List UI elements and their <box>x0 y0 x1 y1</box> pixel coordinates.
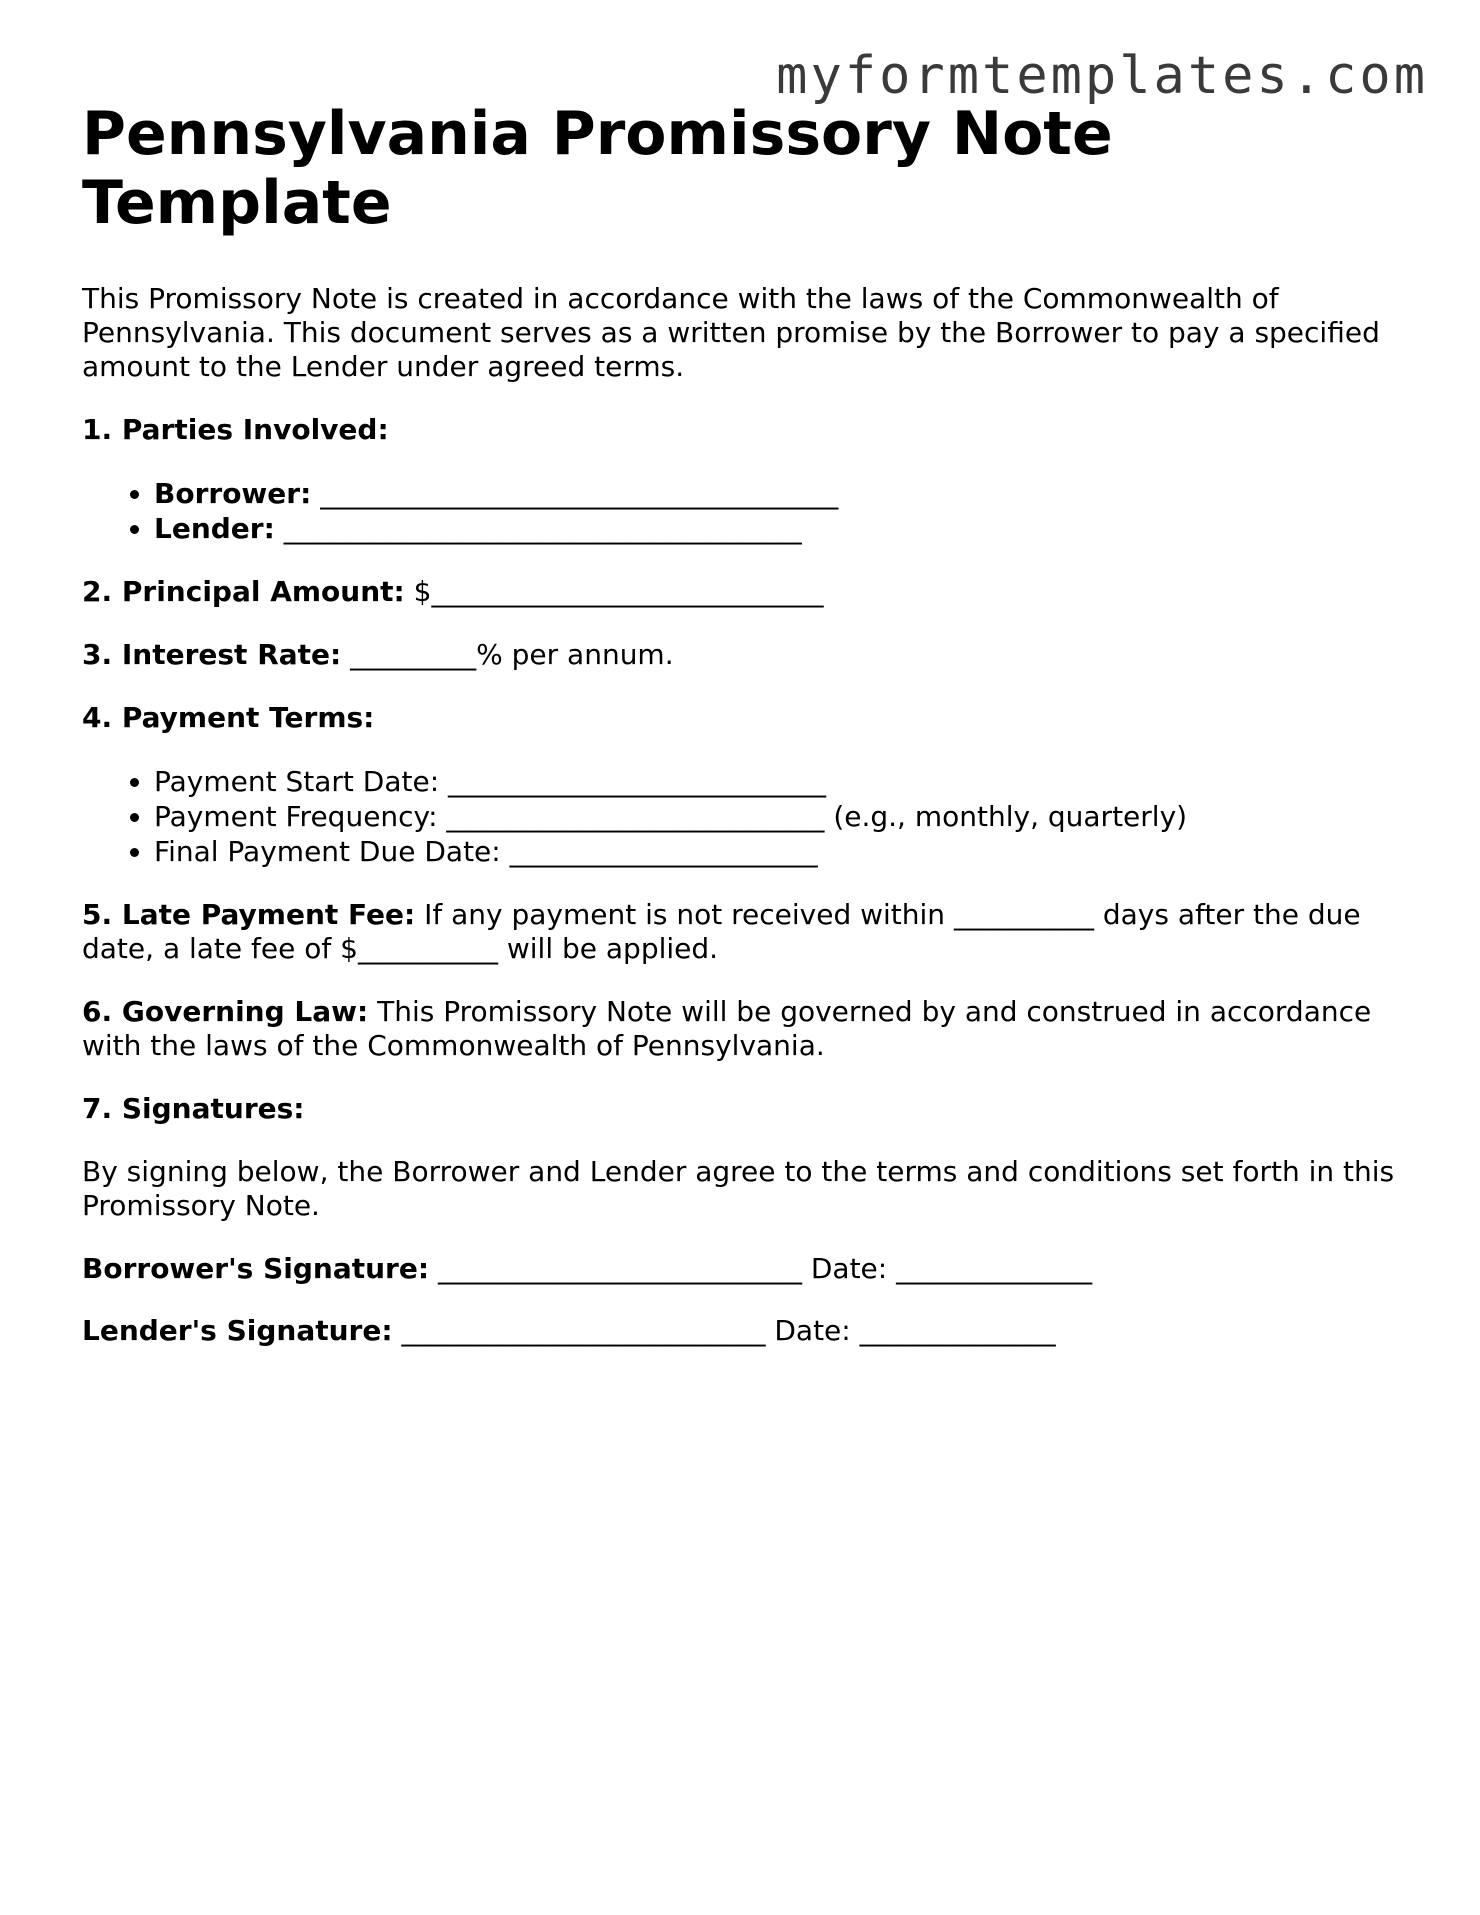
late-fee-heading: 5. Late Payment Fee: <box>82 898 416 931</box>
watermark: myformtemplates.com <box>776 46 1428 106</box>
borrower-blank: _____________________________________ <box>311 477 839 510</box>
principal-heading: 2. Principal Amount: <box>82 575 405 608</box>
lender-field <box>154 511 1412 546</box>
late-fee-text: If any payment is not received within __________ days after the due date, a late fee of $__________ will be applied. <box>82 898 1361 965</box>
borrower-field <box>154 476 1412 511</box>
signatures-heading: 7. Signatures: <box>82 1092 305 1125</box>
final-payment-due-date: • Final Payment Due Date: ______________________ <box>154 834 1412 869</box>
borrower-signature-blank: __________________________ Date: ______________ <box>429 1252 1093 1285</box>
borrower-label: Borrower: <box>154 477 312 510</box>
governing-law-heading: 6. Governing Law: <box>82 995 369 1028</box>
payment-start-date: • Payment Start Date: ___________________________ <box>154 764 1412 799</box>
interest-heading: 3. Interest Rate: <box>82 638 342 671</box>
interest-blank: _________% per annum. <box>341 638 674 671</box>
principal-amount <box>82 575 1412 609</box>
borrower-signature-label: Borrower's Signature: <box>82 1252 430 1285</box>
signatures-text: By signing below, the Borrower and Lender agree to the terms and conditions set forth in this Promissory Note. <box>82 1155 1395 1222</box>
parties-heading: 1. Parties Involved: <box>82 413 389 446</box>
governing-law <box>82 995 1412 1063</box>
payment-terms-heading: 4. Payment Terms: <box>82 701 375 734</box>
lender-signature-blank: __________________________ Date: ______________ <box>392 1314 1056 1347</box>
principal-blank: $____________________________ <box>404 575 824 608</box>
governing-law-text: This Promissory Note will be governed by and construed in accordance with the laws of the Commonwealth of Pennsylvania. <box>82 995 1372 1062</box>
page-title: Pennsylvania Promissory Note Template <box>82 99 1113 238</box>
document-body <box>82 100 1412 1376</box>
payment-terms-list <box>82 764 1412 869</box>
lender-signature-line <box>82 1314 1412 1348</box>
lender-label: Lender: <box>154 512 275 545</box>
parties-list <box>82 476 1412 546</box>
lender-signature-label: Lender's Signature: <box>82 1314 393 1347</box>
intro-paragraph: This Promissory Note is created in accordance with the laws of the Commonwealth of Pennsylvania. This document serves as a written promise by the Borrower to pay a specified amount to the Lender under agreed terms. <box>82 282 1380 383</box>
borrower-signature-line <box>82 1252 1412 1286</box>
payment-frequency: • Payment Frequency: ___________________________ (e.g., monthly, quarterly) <box>154 799 1412 834</box>
late-payment-fee <box>82 898 1412 966</box>
interest-rate <box>82 638 1412 672</box>
lender-blank: _____________________________________ <box>274 512 802 545</box>
